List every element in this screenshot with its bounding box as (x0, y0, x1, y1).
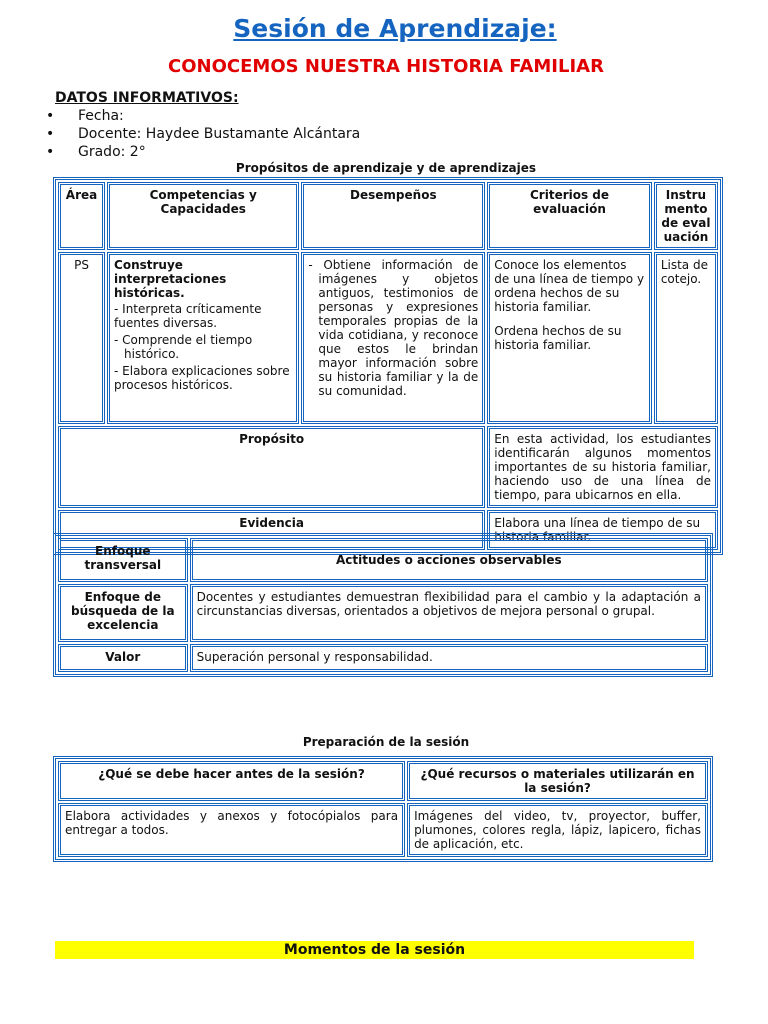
enfoque-header-right: Actitudes o acciones observables (190, 538, 708, 582)
preparacion-left-text: Elabora actividades y anexos y fotocópialos para entregar a todos. (58, 803, 405, 857)
propositos-table (53, 177, 723, 555)
propositos-caption: Propósitos de aprendizaje y de aprendizajes (235, 161, 537, 175)
evidencia-label: Evidencia (58, 510, 485, 550)
page-title: Sesión de Aprendizaje: (233, 14, 557, 43)
preparacion-table (53, 756, 713, 862)
proposito-label: Propósito (58, 426, 485, 508)
list-item: • Docente: Haydee Bustamante Alcántara (46, 125, 360, 143)
preparacion-header-right: ¿Qué recursos o materiales utilizarán en la sesión? (407, 761, 708, 801)
datos-informativos-list (46, 107, 360, 161)
desempeno-cell: - Obtiene información de imágenes y objetos antiguos, testimonios de personas y expresiones temporales propias de la vida cotidiana, y reconoce que estos le brindan mayor información sobre su historia familiar y la de su comunidad. (301, 252, 485, 424)
area-cell: PS (58, 252, 105, 424)
competencias-cell (107, 252, 299, 424)
enfoque-row-label: Enfoque de búsqueda de la excelencia (58, 584, 188, 642)
header-instrumento: Instrumento de evaluación (654, 182, 718, 250)
momentos-heading: Momentos de la sesión (55, 941, 694, 959)
criterios-cell (487, 252, 652, 424)
list-item: • Grado: 2° (46, 143, 360, 161)
header-desempenos: Desempeños (301, 182, 485, 250)
session-subtitle: CONOCEMOS NUESTRA HISTORIA FAMILIAR (168, 56, 604, 77)
capacidad-item: - Elabora explicaciones sobre procesos históricos. (114, 364, 290, 392)
enfoque-header-left: Enfoque transversal (58, 538, 188, 582)
header-criterios: Criterios de evaluación (487, 182, 652, 250)
capacidad-item: - Comprende el tiempo histórico. (114, 333, 253, 361)
capacidad-item: - Interpreta críticamente fuentes diversas. (114, 302, 262, 330)
proposito-text: En esta actividad, los estudiantes identificarán algunos momentos importantes de su historia familiar, haciendo uso de una línea de tiempo, para ubicarnos en ella. (487, 426, 718, 508)
competencia-title: Construye interpretaciones históricas. (114, 258, 227, 300)
header-competencias: Competencias y Capacidades (107, 182, 299, 250)
datos-informativos-heading: DATOS INFORMATIVOS: (55, 90, 239, 106)
header-area: Área (58, 182, 105, 250)
valor-text: Superación personal y responsabilidad. (190, 644, 708, 672)
criterio-item: Ordena hechos de su historia familiar. (494, 324, 622, 352)
list-item: • Fecha: (46, 107, 360, 125)
criterio-item: Conoce los elementos de una línea de tiempo y ordena hechos de su historia familiar. (494, 258, 645, 314)
preparacion-right-text: Imágenes del video, tv, proyector, buffer, plumones, colores regla, lápiz, lapicero, fichas de aplicación, etc. (407, 803, 708, 857)
preparacion-header-left: ¿Qué se debe hacer antes de la sesión? (58, 761, 405, 801)
valor-label: Valor (58, 644, 188, 672)
instrumento-cell: Lista de cotejo. (654, 252, 718, 424)
enfoque-row-text: Docentes y estudiantes demuestran flexibilidad para el cambio y la adaptación a circunstancias diversas, orientados a objetivos de mejora personal o grupal. (190, 584, 708, 642)
enfoque-table (53, 533, 713, 677)
preparacion-caption: Preparación de la sesión (302, 735, 470, 749)
evidencia-text: Elabora una línea de tiempo de su historia familiar. (487, 510, 718, 550)
